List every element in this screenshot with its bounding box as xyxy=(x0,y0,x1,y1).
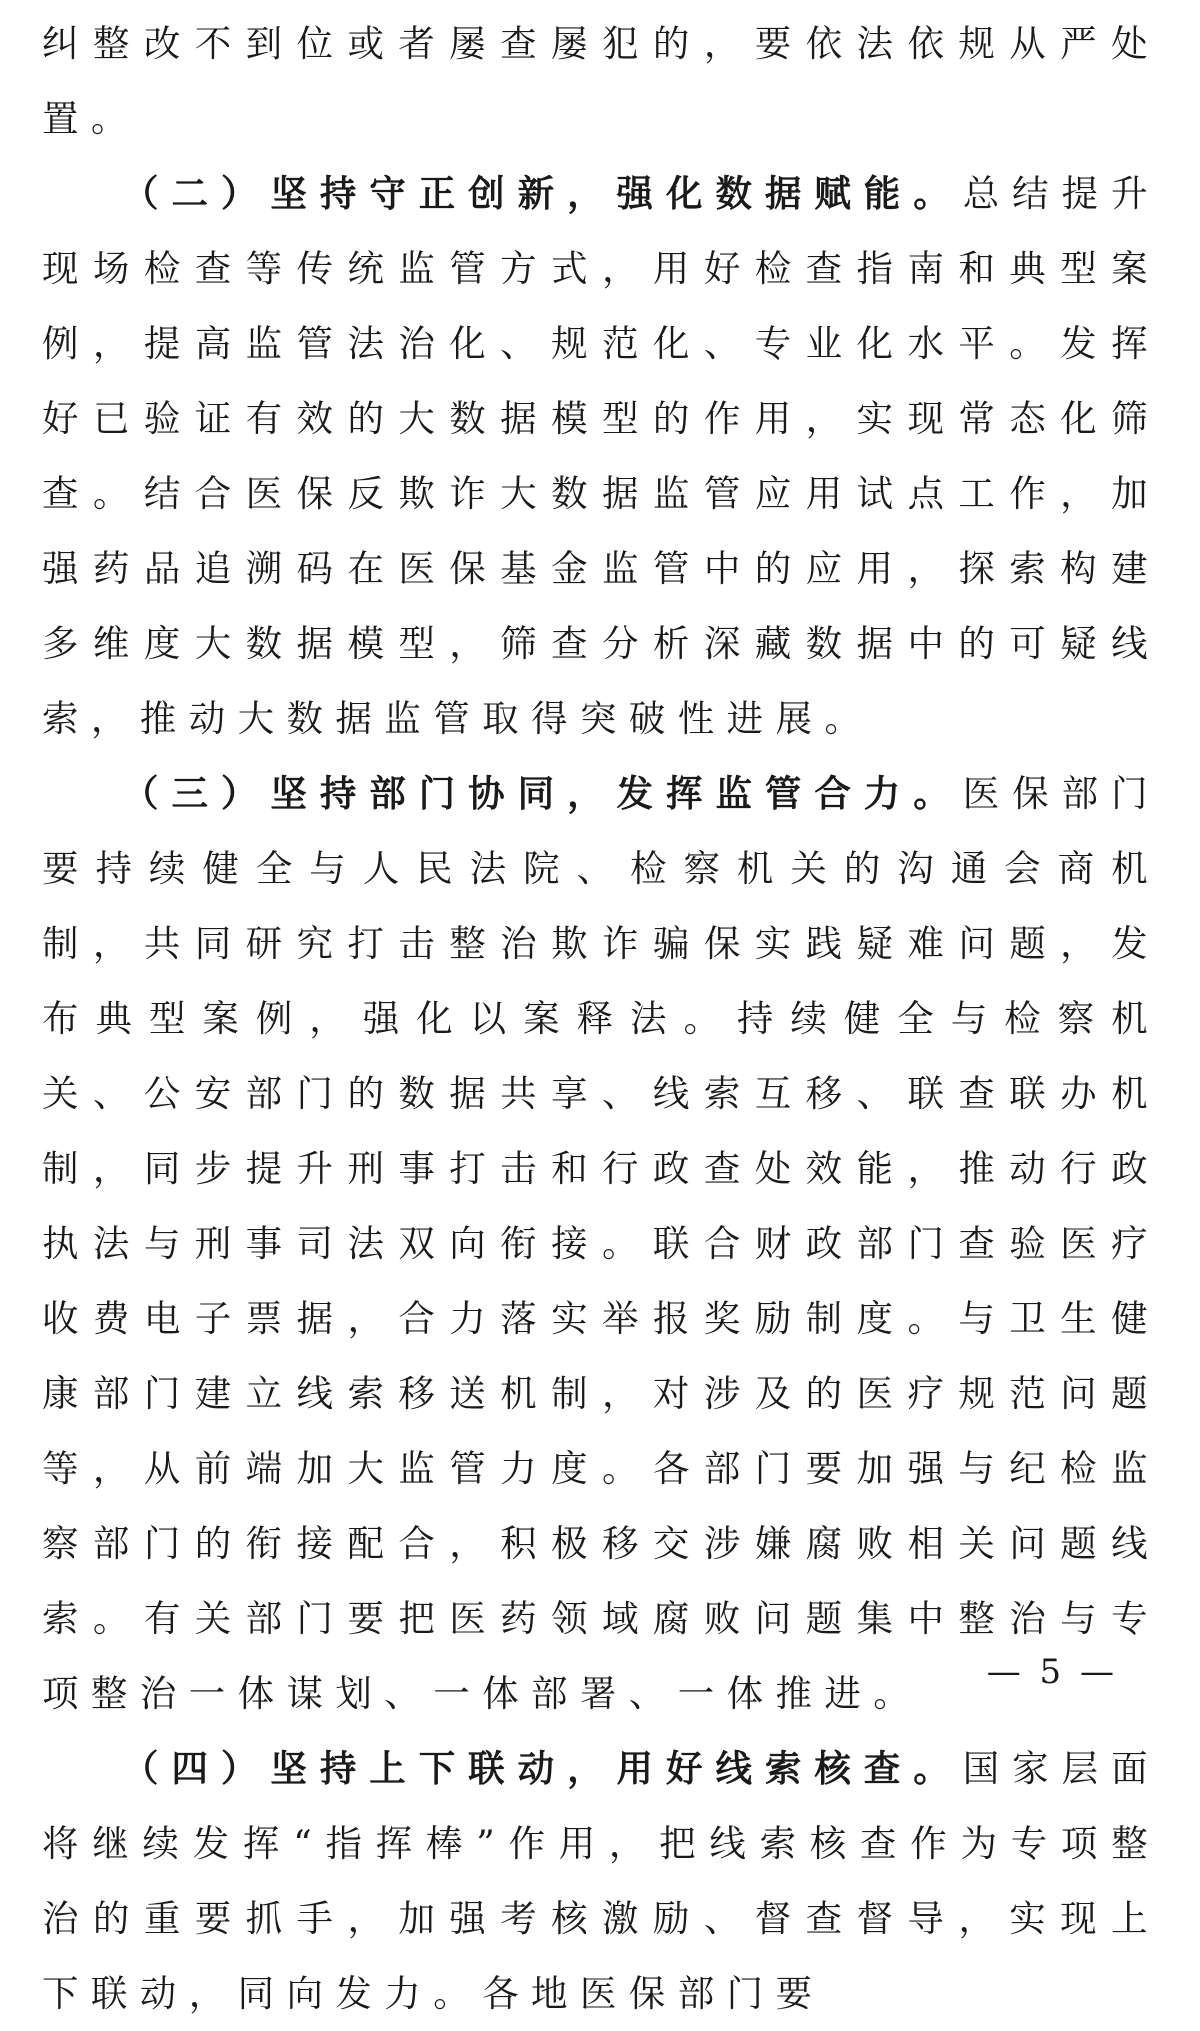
section-heading: （二）坚持守正创新，强化数据赋能。 xyxy=(122,172,963,215)
paragraph-continuation xyxy=(42,6,1160,156)
page-footer xyxy=(0,1652,1200,1692)
section-heading: （三）坚持部门协同，发挥监管合力。 xyxy=(122,772,963,815)
section-heading: （四）坚持上下联动，用好线索核查。 xyxy=(122,1747,963,1790)
document-page xyxy=(42,6,1160,2031)
paragraph-body: 总结提升现场检查等传统监管方式，用好检查指南和典型案例，提高监管法治化、规范化、专业化水平。发挥好已验证有效的大数据模型的作用，实现常态化筛查。结合医保反欺诈大数据监管应用试点工作，加强药品追溯码在医保基金监管中的应用，探索构建多维度大数据模型，筛查分析深藏数据中的可疑线索，推动大数据监管取得突破性进展。 xyxy=(42,172,1160,740)
paragraph-body: 纠整改不到位或者屡查屡犯的，要依法依规从严处置。 xyxy=(42,22,1160,140)
paragraph-section-3 xyxy=(42,756,1160,1731)
paragraph-section-2 xyxy=(42,156,1160,756)
paragraph-section-4 xyxy=(42,1731,1160,2031)
paragraph-body: 国家层面将继续发挥“指挥棒”作用，把线索核查作为专项整治的重要抓手，加强考核激励、督查督导，实现上下联动，同向发力。各地医保部门要 xyxy=(42,1747,1160,2015)
page-number: — 5 — xyxy=(986,1652,1118,1692)
paragraph-body: 医保部门要持续健全与人民法院、检察机关的沟通会商机制，共同研究打击整治欺诈骗保实践疑难问题，发布典型案例，强化以案释法。持续健全与检察机关、公安部门的数据共享、线索互移、联查联办机制，同步提升刑事打击和行政查处效能，推动行政执法与刑事司法双向衔接。联合财政部门查验医疗收费电子票据，合力落实举报奖励制度。与卫生健康部门建立线索移送机制，对涉及的医疗规范问题等，从前端加大监管力度。各部门要加强与纪检监察部门的衔接配合，积极移交涉嫌腐败相关问题线索。有关部门要把医药领域腐败问题集中整治与专项整治一体谋划、一体部署、一体推进。 xyxy=(42,772,1160,1715)
